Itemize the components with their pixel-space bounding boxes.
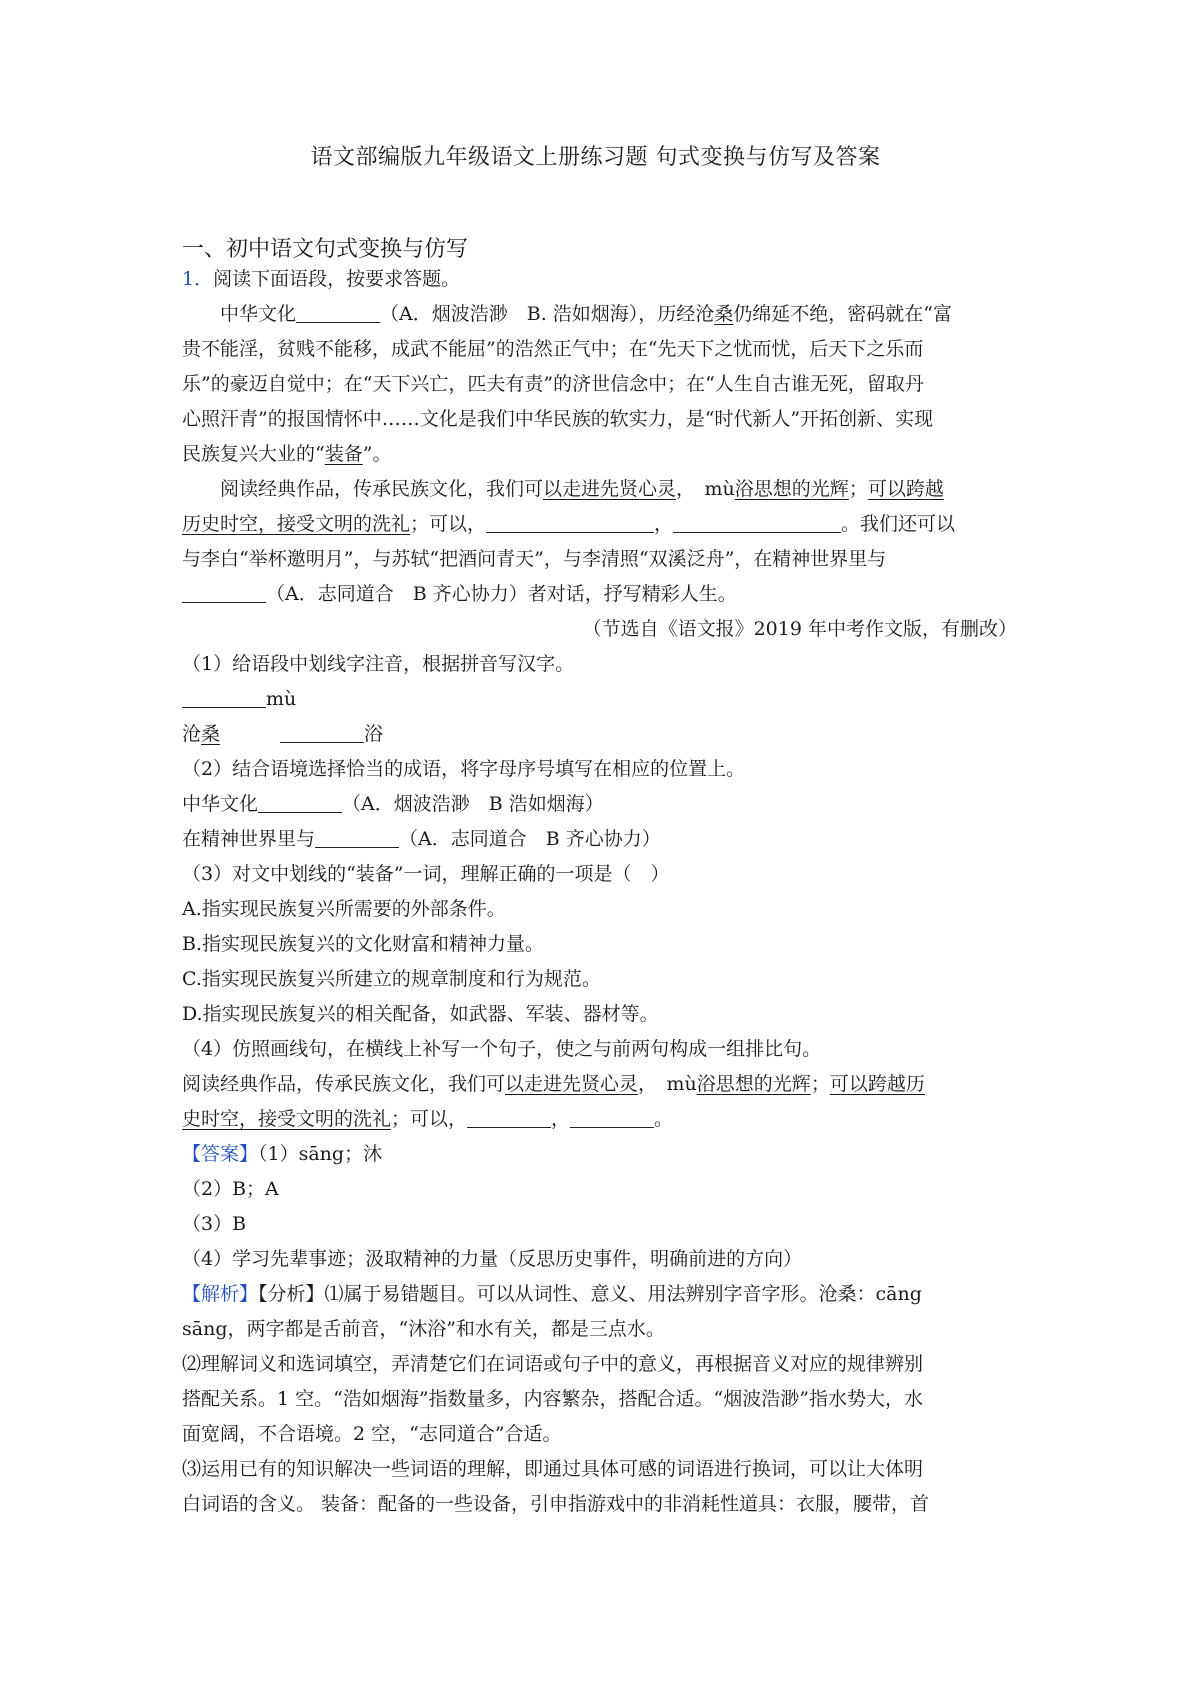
answer-blank[interactable]	[182, 685, 266, 708]
underlined-phrase: 史时空，接受文明的洗礼	[182, 1108, 392, 1130]
fill-line: 中华文化 （A．烟波浩渺 B 浩如烟海）	[182, 787, 1017, 822]
fill-line: 在精神世界里与 （A．志同道合 B 齐心协力）	[182, 822, 1017, 857]
underlined-word: 装备	[324, 443, 363, 465]
passage-line: 阅读经典作品，传承民族文化，我们可以走进先贤心灵， mù浴思想的光辉；可以跨越	[220, 478, 944, 500]
pinyin-line: mù	[182, 682, 1017, 717]
subquestion-3: （3）对文中划线的“装备”一词，理解正确的一项是（ ）	[182, 863, 670, 885]
passage-line: 与李白“举杯邀明月”，与苏轼“把酒问青天”，与李清照“双溪泛舟”，在精神世界里与	[182, 548, 887, 570]
answer-blank[interactable]	[296, 300, 380, 323]
passage-line: 民族复兴大业的“装备”。	[182, 443, 392, 465]
analysis-line: 面宽阔，不合语境。2 空，“志同道合”合适。	[182, 1423, 562, 1445]
answer-blank[interactable]	[280, 720, 364, 743]
answer-line: （3）B	[182, 1213, 247, 1235]
passage-source: （节选自《语文报》2019 年中考作文版，有删改）	[582, 618, 1017, 640]
option-d: D.指实现民族复兴的相关配备，如武器、军装、器材等。	[182, 1003, 659, 1025]
analysis-line: 【解析】【分析】⑴属于易错题目。可以从词性、意义、用法辨别字音字形。沧桑：cāng	[182, 1283, 922, 1305]
passage-line: 历史时空，接受文明的洗礼；可以， ， 。我们还可以	[182, 507, 1017, 542]
answer-blank[interactable]	[673, 510, 841, 533]
underlined-phrase: 以走进先贤心灵	[543, 478, 677, 500]
question-prompt: 1．阅读下面语段，按要求答题。	[182, 268, 461, 290]
question-number: 1．	[182, 268, 214, 290]
analysis-line: ⑵理解词义和选词填空，弄清楚它们在词语或句子中的意义，再根据音义对应的规律辨别	[182, 1353, 924, 1375]
answer-blank[interactable]	[467, 1105, 551, 1128]
analysis-tag: 【解析】	[182, 1283, 259, 1305]
subquestion-2: （2）结合语境选择恰当的成语，将字母序号填写在相应的位置上。	[182, 758, 746, 780]
underlined-phrase: 历史时空，接受文明的洗礼	[182, 513, 411, 535]
answer-line: （2）B；A	[182, 1178, 279, 1200]
analysis-line: 搭配关系。1 空。“浩如烟海”指数量多，内容繁杂，搭配合适。“烟波浩渺”指水势大，水	[182, 1388, 923, 1410]
answer-blank[interactable]	[570, 1105, 654, 1128]
answer-line: 【答案】（1）sāng；沐	[182, 1143, 383, 1165]
underlined-char: 桑	[714, 303, 734, 325]
answer-blank[interactable]	[486, 510, 654, 533]
underlined-phrase: 可以跨越历	[829, 1073, 925, 1095]
imitation-line: 史时空，接受文明的洗礼；可以， ， 。	[182, 1102, 1017, 1137]
answer-tag: 【答案】	[182, 1143, 259, 1165]
word-line: 沧桑 浴	[182, 717, 1017, 752]
passage-line: 乐”的豪迈自觉中；在“天下兴亡，匹夫有责”的济世信念中；在“人生自古谁无死，留取丹	[182, 373, 924, 395]
answer-line: （4）学习先辈事迹；汲取精神的力量（反思历史事件，明确前进的方向）	[182, 1248, 803, 1270]
page-title: 语文部编版九年级语文上册练习题 句式变换与仿写及答案	[310, 145, 881, 170]
underlined-phrase: 以走进先贤心灵	[505, 1073, 639, 1095]
option-c: C.指实现民族复兴所建立的规章制度和行为规范。	[182, 968, 601, 990]
passage-line: 心照汗青”的报国情怀中……文化是我们中华民族的软实力，是“时代新人”开拓创新、实现	[182, 408, 934, 430]
option-a: A.指实现民族复兴所需要的外部条件。	[182, 898, 506, 920]
passage-line: （A．志同道合 B 齐心协力）者对话，抒写精彩人生。	[182, 577, 1017, 612]
section-heading: 一、初中语文句式变换与仿写	[182, 237, 469, 262]
answer-blank[interactable]	[182, 580, 266, 603]
underlined-phrase: 浴思想的光辉	[696, 1073, 811, 1095]
analysis-line: 白词语的含义。 装备：配备的一些设备，引申指游戏中的非消耗性道具：衣服，腰带，首	[182, 1493, 930, 1515]
underlined-phrase: 可以跨越	[867, 478, 944, 500]
answer-blank[interactable]	[258, 790, 342, 813]
underlined-char: 桑	[201, 723, 221, 745]
underlined-phrase: 浴思想的光辉	[734, 478, 849, 500]
option-b: B.指实现民族复兴的文化财富和精神力量。	[182, 933, 545, 955]
subquestion-1: （1）给语段中划线字注音，根据拼音写汉字。	[182, 653, 575, 675]
passage-line: 贵不能淫，贫贱不能移，成武不能屈”的浩然正气中；在“先天下之忧而忧，后天下之乐而	[182, 338, 924, 360]
analysis-line: ⑶运用已有的知识解决一些词语的理解，即通过具体可感的词语进行换词，可以让大体明	[182, 1458, 924, 1480]
answer-blank[interactable]	[315, 825, 399, 848]
passage-line: 中华文化 （A．烟波浩渺 B. 浩如烟海），历经沧桑仍绵延不绝，密码就在“富	[182, 297, 1017, 332]
question-content	[182, 262, 1017, 1522]
subquestion-4: （4）仿照画线句，在横线上补写一个句子，使之与前两句构成一组排比句。	[182, 1038, 822, 1060]
imitation-line: 阅读经典作品，传承民族文化，我们可以走进先贤心灵， mù浴思想的光辉；可以跨越历	[182, 1073, 925, 1095]
analysis-line: sāng，两字都是舌前音，“沐浴”和水有关，都是三点水。	[182, 1318, 665, 1340]
